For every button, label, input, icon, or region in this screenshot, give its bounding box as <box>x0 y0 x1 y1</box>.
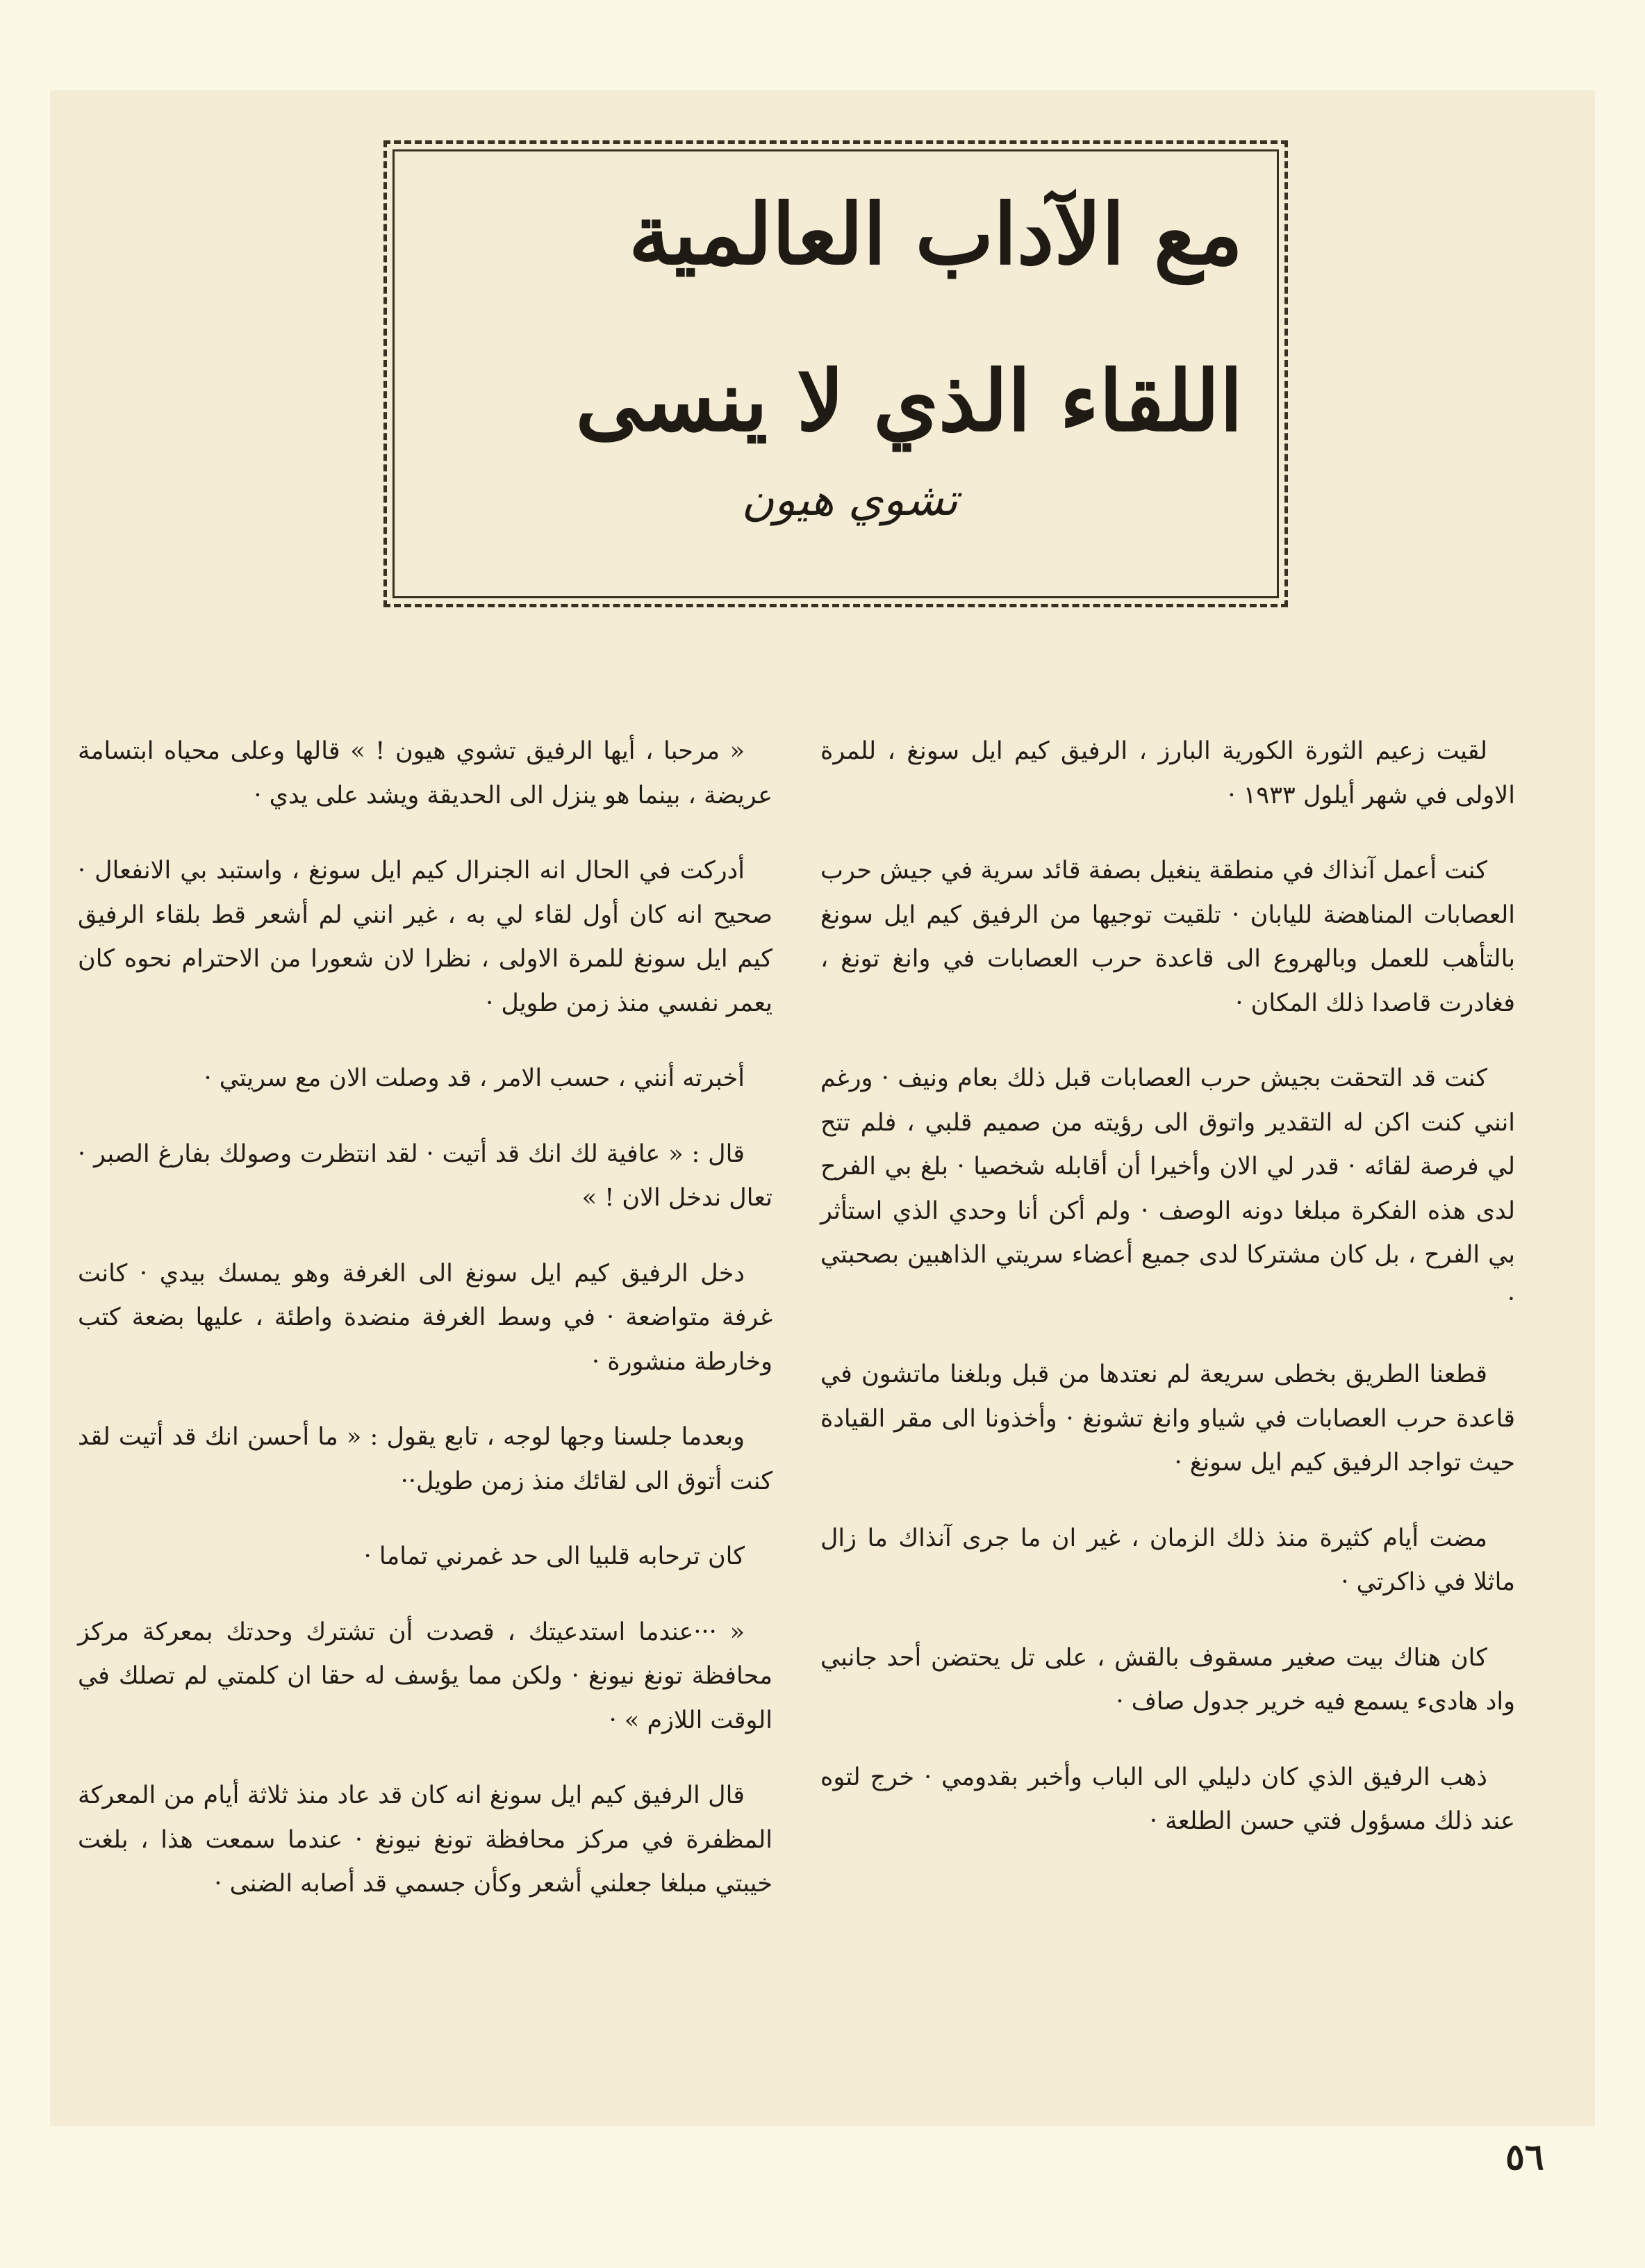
paragraph: أدركت في الحال انه الجنرال كيم ايل سونغ ، واستبد بي الانفعال · صحيح انه كان أول لقاء لي به ، غير انني لم أشعر قط بلقاء الرفيق كيم ايل سونغ للمرة الاولى ، نظرا لان شعورا من الاحترام نحوه كان يعمر نفسي منذ زمن طويل · <box>78 857 772 1017</box>
paragraph: لقيت زعيم الثورة الكورية البارز ، الرفيق كيم ايل سونغ ، للمرة الاولى في شهر أيلول ١٩٣٣ · <box>820 737 1515 810</box>
author-name: تشوي هيون <box>741 475 958 526</box>
paragraph: دخل الرفيق كيم ايل سونغ الى الغرفة وهو يمسك بيدي · كانت غرفة متواضعة · في وسط الغرفة منضدة واطئة ، عليها بضعة كتب وخارطة منشورة · <box>78 1259 772 1376</box>
paragraph: أخبرته أنني ، حسب الامر ، قد وصلت الان مع سريتي · <box>204 1065 745 1092</box>
paragraph: قال الرفيق كيم ايل سونغ انه كان قد عاد منذ ثلاثة أيام من المعركة المظفرة في مركز محافظة تونغ نيونغ · عندما سمعت هذا ، بلغت خيبتي مبلغا جعلني أشعر وكأن جسمي قد أصابه الضنى · <box>78 1782 772 1898</box>
series-title: مع الآداب العالمية <box>628 186 1243 284</box>
paragraph: كان ترحابه قلبيا الى حد غمرني تماما · <box>363 1543 745 1570</box>
paragraph: كنت أعمل آنذاك في منطقة ينغيل بصفة قائد سرية في جيش حرب العصابات المناهضة لليابان · تلقيت توجيها من الرفيق كيم ايل سونغ بالتأهب للعمل وبالهروع الى قاعدة حرب العصابات في وانغ تونغ ، فغادرت قاصدا ذلك المكان · <box>820 857 1515 1017</box>
paragraph: قطعنا الطريق بخطى سريعة لم نعتدها من قبل وبلغنا ماتشون في قاعدة حرب العصابات في شياو وانغ تشونغ · وأخذونا الى مقر القيادة حيث تواجد الرفيق كيم ايل سونغ · <box>820 1361 1515 1477</box>
page-number: ٥٦ <box>1505 2136 1544 2178</box>
paragraph: ذهب الرفيق الذي كان دليلي الى الباب وأخبر بقدومي · خرج لتوه عند ذلك مسؤول فتي حسن الطلعة · <box>820 1763 1515 1835</box>
article-title: اللقاء الذي لا ينسى <box>575 352 1243 450</box>
magazine-page <box>50 90 1595 2178</box>
paragraph: مضت أيام كثيرة منذ ذلك الزمان ، غير ان ما جرى آنذاك ما زال ماثلا في ذاكرتي · <box>820 1524 1515 1596</box>
title-frame <box>383 140 1288 607</box>
paragraph: « ···عندما استدعيتك ، قصدت أن تشترك وحدتك بمعركة مركز محافظة تونغ نيونغ · ولكن مما يؤسف له حقا ان كلمتي لم تصلك في الوقت اللازم » · <box>78 1618 772 1734</box>
paragraph: « مرحبا ، أيها الرفيق تشوي هيون ! » قالها وعلى محياه ابتسامة عريضة ، بينما هو ينزل الى الحديقة ويشد على يدي · <box>78 737 772 810</box>
text-column-left <box>78 730 772 1938</box>
paragraph: قال : « عافية لك انك قد أتيت · لقد انتظرت وصولك بفارغ الصبر · تعال ندخل الان ! » <box>78 1140 772 1212</box>
paragraph: كنت قد التحقت بجيش حرب العصابات قبل ذلك بعام ونيف · ورغم انني كنت اكن له التقدير واتوق الى رؤيته من صميم قلبي ، فلم تتح لي فرصة لقائه · قدر لي الان وأخيرا أن أقابله شخصيا · بلغ بي الفرح لدى هذه الفكرة مبلغا دونه الوصف · ولم أكن أنا وحدي الذي استأثر بي الفرح ، بل كان مشتركا لدى جميع أعضاء سريتي الذاهبين بصحبتي · <box>820 1065 1515 1313</box>
text-column-right <box>820 730 1515 1875</box>
paragraph: وبعدما جلسنا وجها لوجه ، تابع يقول : « ما أحسن انك قد أتيت لقد كنت أتوق الى لقائك منذ زمن طويل·· <box>78 1423 772 1495</box>
paragraph: كان هناك بيت صغير مسقوف بالقش ، على تل يحتضن أحد جانبي واد هادىء يسمع فيه خرير جدول صاف · <box>820 1643 1515 1716</box>
